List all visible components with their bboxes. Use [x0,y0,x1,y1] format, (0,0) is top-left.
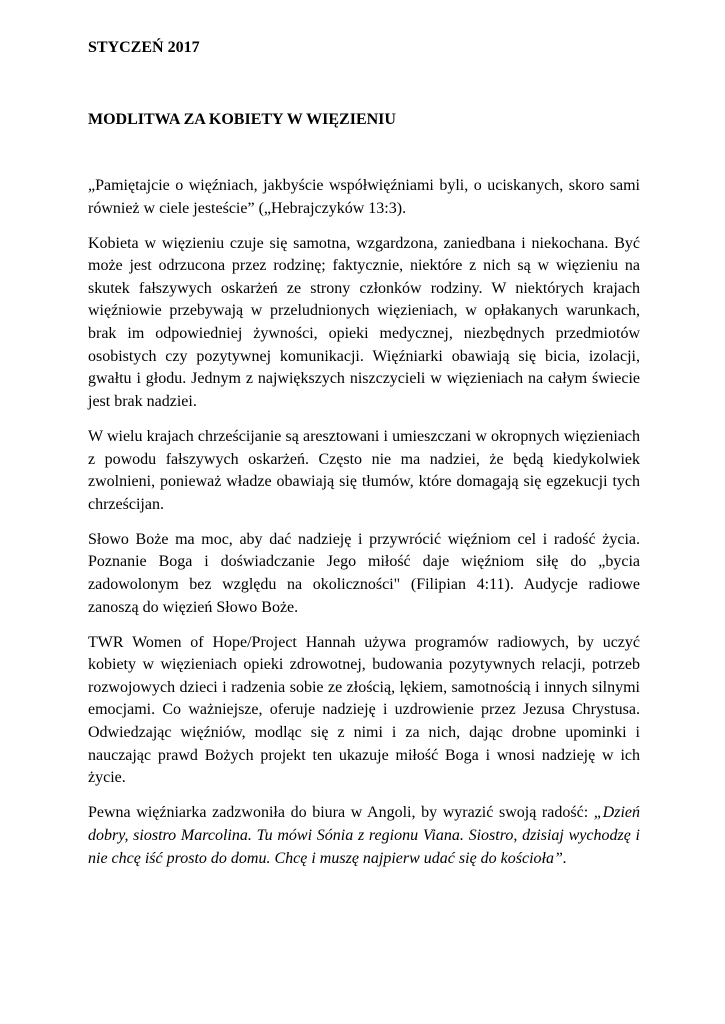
testimony-quote: „Dzień dobry, siostro Marcolina. Tu mówi Sónia z regionu Viana. Siostro, dzisiaj wychodzę i nie chcę iść prosto do domu. Chcę i muszę najpierw udać się do kościoła”. [88,804,640,867]
document-title: MODLITWA ZA KOBIETY W WIĘZIENIU [88,111,396,128]
paragraph-testimony [88,802,640,870]
paragraph-women-in-prison: Kobieta w więzieniu czuje się samotna, wzgardzona, zaniedbana i niekochana. Być może jest odrzucona przez rodzinę; faktycznie, niektóre z nich są w więzieniu na skutek fałszywych oskarżeń ze strony członków rodziny. W niektórych krajach więźniowie przebywają w przeludnionych więzieniach, w opłakanych warunkach, brak im odpowiedniej żywności, opieki medycznej, niezbędnych przedmiotów osobistych czy pozytywnej komunikacji. Więźniarki obawiają się bicia, izolacji, gwałtu i głodu. Jednym z największych niszczycieli w więzieniach na całym świecie jest brak nadziei. [88,234,640,410]
testimony-intro: Pewna więźniarka zadzwoniła do biura w Angoli, by wyrazić swoją radość: [88,804,594,822]
document-page [88,38,640,883]
paragraph-project-hannah: TWR Women of Hope/Project Hannah używa programów radiowych, by uczyć kobiety w więzieniach opieki zdrowotnej, budowania pozytywnych relacji, potrzeb rozwojowych dzieci i radzenia sobie ze złością, lękiem, samotnością i innych silnymi emocjami. Co ważniejsze, oferuje nadzieję i uzdrowienie przez Jezusa Chrystusa. Odwiedzając więźniów, modląc się z nimi i za nich, dając drobne upominki i nauczając prawd Bożych projekt ten ukazuje miłość Boga i wnosi nadzieję w ich życie. [88,633,640,787]
paragraph-persecuted-christians: W wielu krajach chrześcijanie są aresztowani i umieszczani w okropnych więzieniach z powodu fałszywych oskarżeń. Często nie ma nadziei, że będą kiedykolwiek zwolnieni, ponieważ władze obawiają się tłumów, które domagają się egzekucji tych chrześcijan. [88,427,640,513]
document-date-heading: STYCZEŃ 2017 [88,39,200,56]
opening-bible-quote: „Pamiętajcie o więźniach, jakbyście współwięźniami byli, o uciskanych, skoro sami również w ciele jesteście” („Hebrajczyków 13:3). [88,177,640,217]
paragraph-word-of-god: Słowo Boże ma moc, aby dać nadzieję i przywrócić więźniom cel i radość życia. Poznanie Boga i doświadczanie Jego miłość daje więźniom siłę do „bycia zadowolonym bez względu na okoliczności" (Filipian 4:11). Audycje radiowe zanoszą do więzień Słowo Boże. [88,530,640,616]
